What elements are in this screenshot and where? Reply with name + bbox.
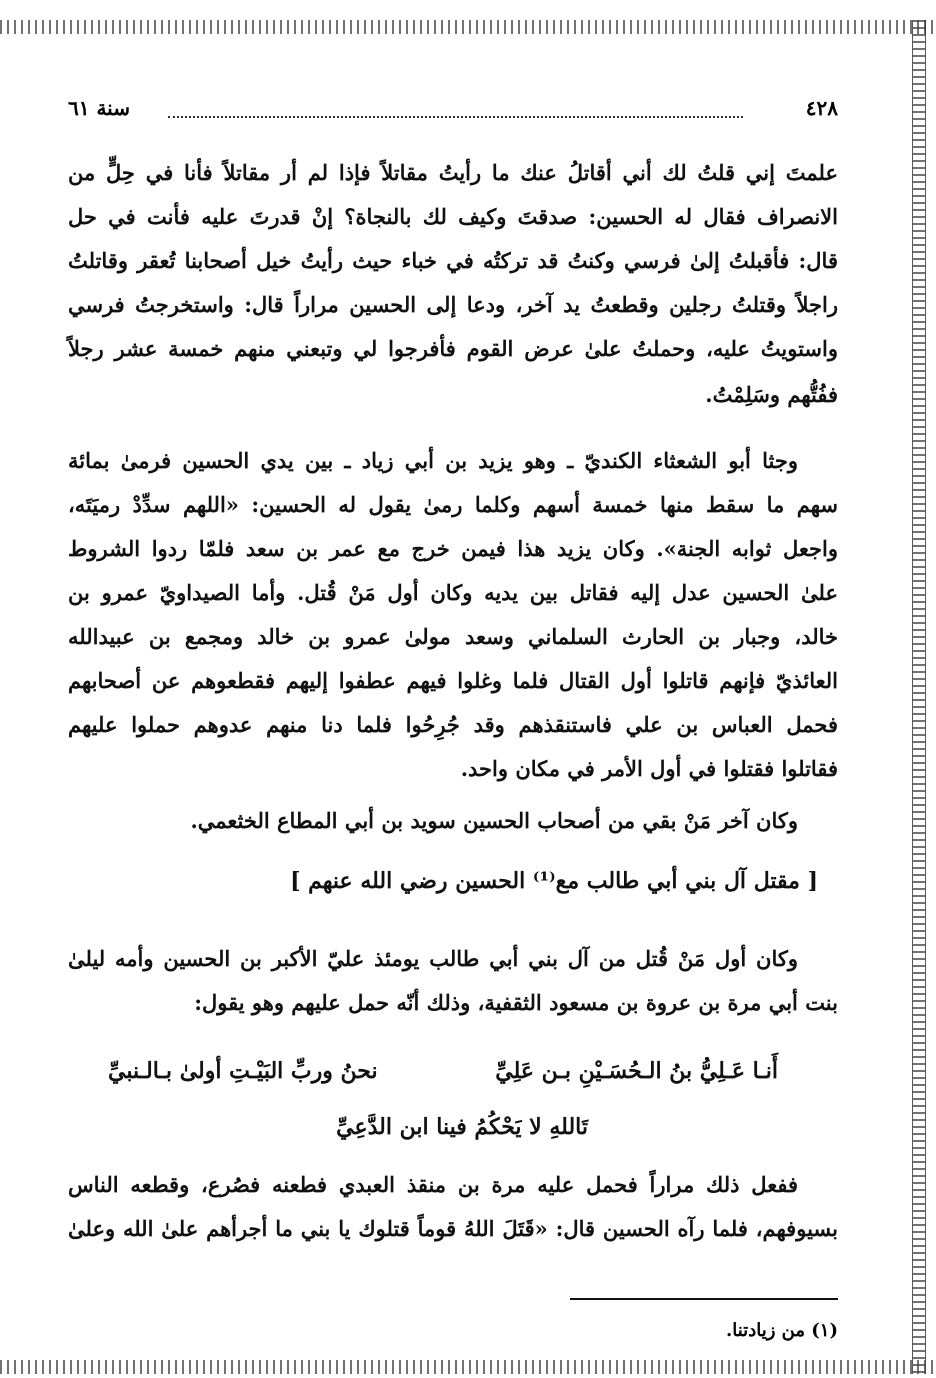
text-line: وجثا أبو الشعثاء الكنديّ ـ وهو يزيد بن أبي زياد ـ بين يدي الحسين فرمىٰ بمائة — [68, 448, 798, 473]
text-line: فقاتلوا فقتلوا في أول الأمر في مكان واحد. — [460, 756, 838, 781]
text-line: بسيوفهم، فلما رآه الحسين قال: «قَتَلَ اللهُ قوماً قتلوك يا بني ما أجرأهم علىٰ الله وعلىٰ — [68, 1216, 838, 1241]
text-line: ففُتُّهم وسَلِمْتُ. — [705, 382, 838, 407]
text-line: راجلاً وقتلتُ رجلين وقطعتُ يد آخر، ودعا إلى الحسين مراراً قال: واستخرجتُ فرسي — [68, 292, 838, 317]
text-line: سهم ما سقط منها خمسة أسهم وكلما رمىٰ يقول له الحسين: «اللهم سدِّدْ رميَتَه، — [68, 492, 838, 517]
verse-line-2: تَاللهِ لا يَحْكُمُ فينا ابن الدَّعِيِّ — [336, 1114, 588, 1140]
section-title: [ مقتل آل بني أبي طالب مع⁽¹⁾ الحسين رضي الله عنهم ] — [290, 868, 818, 894]
main-text — [68, 0, 838, 1378]
text-line: علىٰ الحسين عدل إليه فقاتل بين يديه وكان أول مَنْ قُتل. وأما الصيداويّ عمرو بن — [68, 580, 838, 605]
text-line: فحمل العباس بن علي فاستنقذهم وقد جُرِحُوا فلما دنا منهم عدوهم حملوا عليهم — [68, 712, 838, 737]
page-number: ٤٢٨ — [805, 96, 838, 120]
text-line: واجعل ثوابه الجنة». وكان يزيد هذا فيمن خرج مع عمر بن سعد فلمّا ردوا الشروط — [68, 536, 838, 561]
verse-hemistich-left: نحنُ وربِّ البَيْـتِ أولىٰ بـالـنبيِّ — [108, 1058, 378, 1084]
text-line: علمتَ إني قلتُ لك أني أقاتلُ عنك ما رأيتُ مقاتلاً فإذا لم أر مقاتلاً فأنا في حِلٍّ من — [68, 160, 838, 185]
ornamental-border-right — [912, 20, 926, 1374]
text-line: وكان أول مَنْ قُتل من آل بني أبي طالب يومئذ عليّ الأكبر بن الحسين وأمه ليلىٰ — [68, 946, 798, 971]
text-line: قال: فأقبلتُ إلىٰ فرسي وكنتُ قد تركتُه في خباء حيث رأيتُ خيل أصحابنا تُعقر وقاتلتُ — [68, 248, 838, 273]
running-title: سنة ٦١ — [68, 96, 130, 120]
text-line: ففعل ذلك مراراً فحمل عليه مرة بن منقذ العبدي فطعنه فصُرع، وقطعه الناس — [68, 1172, 798, 1197]
footnote: (١) من زيادتنا. — [726, 1320, 838, 1341]
text-line: خالد، وجبار بن الحارث السلماني وسعد مولىٰ عمرو بن خالد ومجمع بن عبيدالله — [68, 624, 838, 649]
text-line: العائذيّ فإنهم قاتلوا أول القتال فلما وغلوا فيهم عطفوا إليهم فقطعوهم عن أصحابهم — [68, 668, 838, 693]
text-line: الانصراف فقال له الحسين: صدقتَ وكيف لك بالنجاة؟ إنْ قدرتَ عليه فأنت في حل — [68, 204, 838, 229]
text-line: بنت أبي مرة بن عروة بن مسعود الثقفية، وذلك أنّه حمل عليهم وهو يقول: — [194, 990, 838, 1015]
text-line: وكان آخر مَنْ بقي من أصحاب الحسين سويد بن أبي المطاع الخثعمي. — [190, 808, 798, 833]
text-line: واستويتُ عليه، وحملتُ علىٰ عرض القوم فأفرجوا لي وتبعني منهم خمسة عشر رجلاً — [68, 336, 838, 361]
footnote-separator — [570, 1298, 838, 1300]
verse-hemistich-right: أَنـا عَـلِيُّ بنُ الـحُسَـيْنِ بـن عَلِيِّ — [495, 1058, 778, 1084]
